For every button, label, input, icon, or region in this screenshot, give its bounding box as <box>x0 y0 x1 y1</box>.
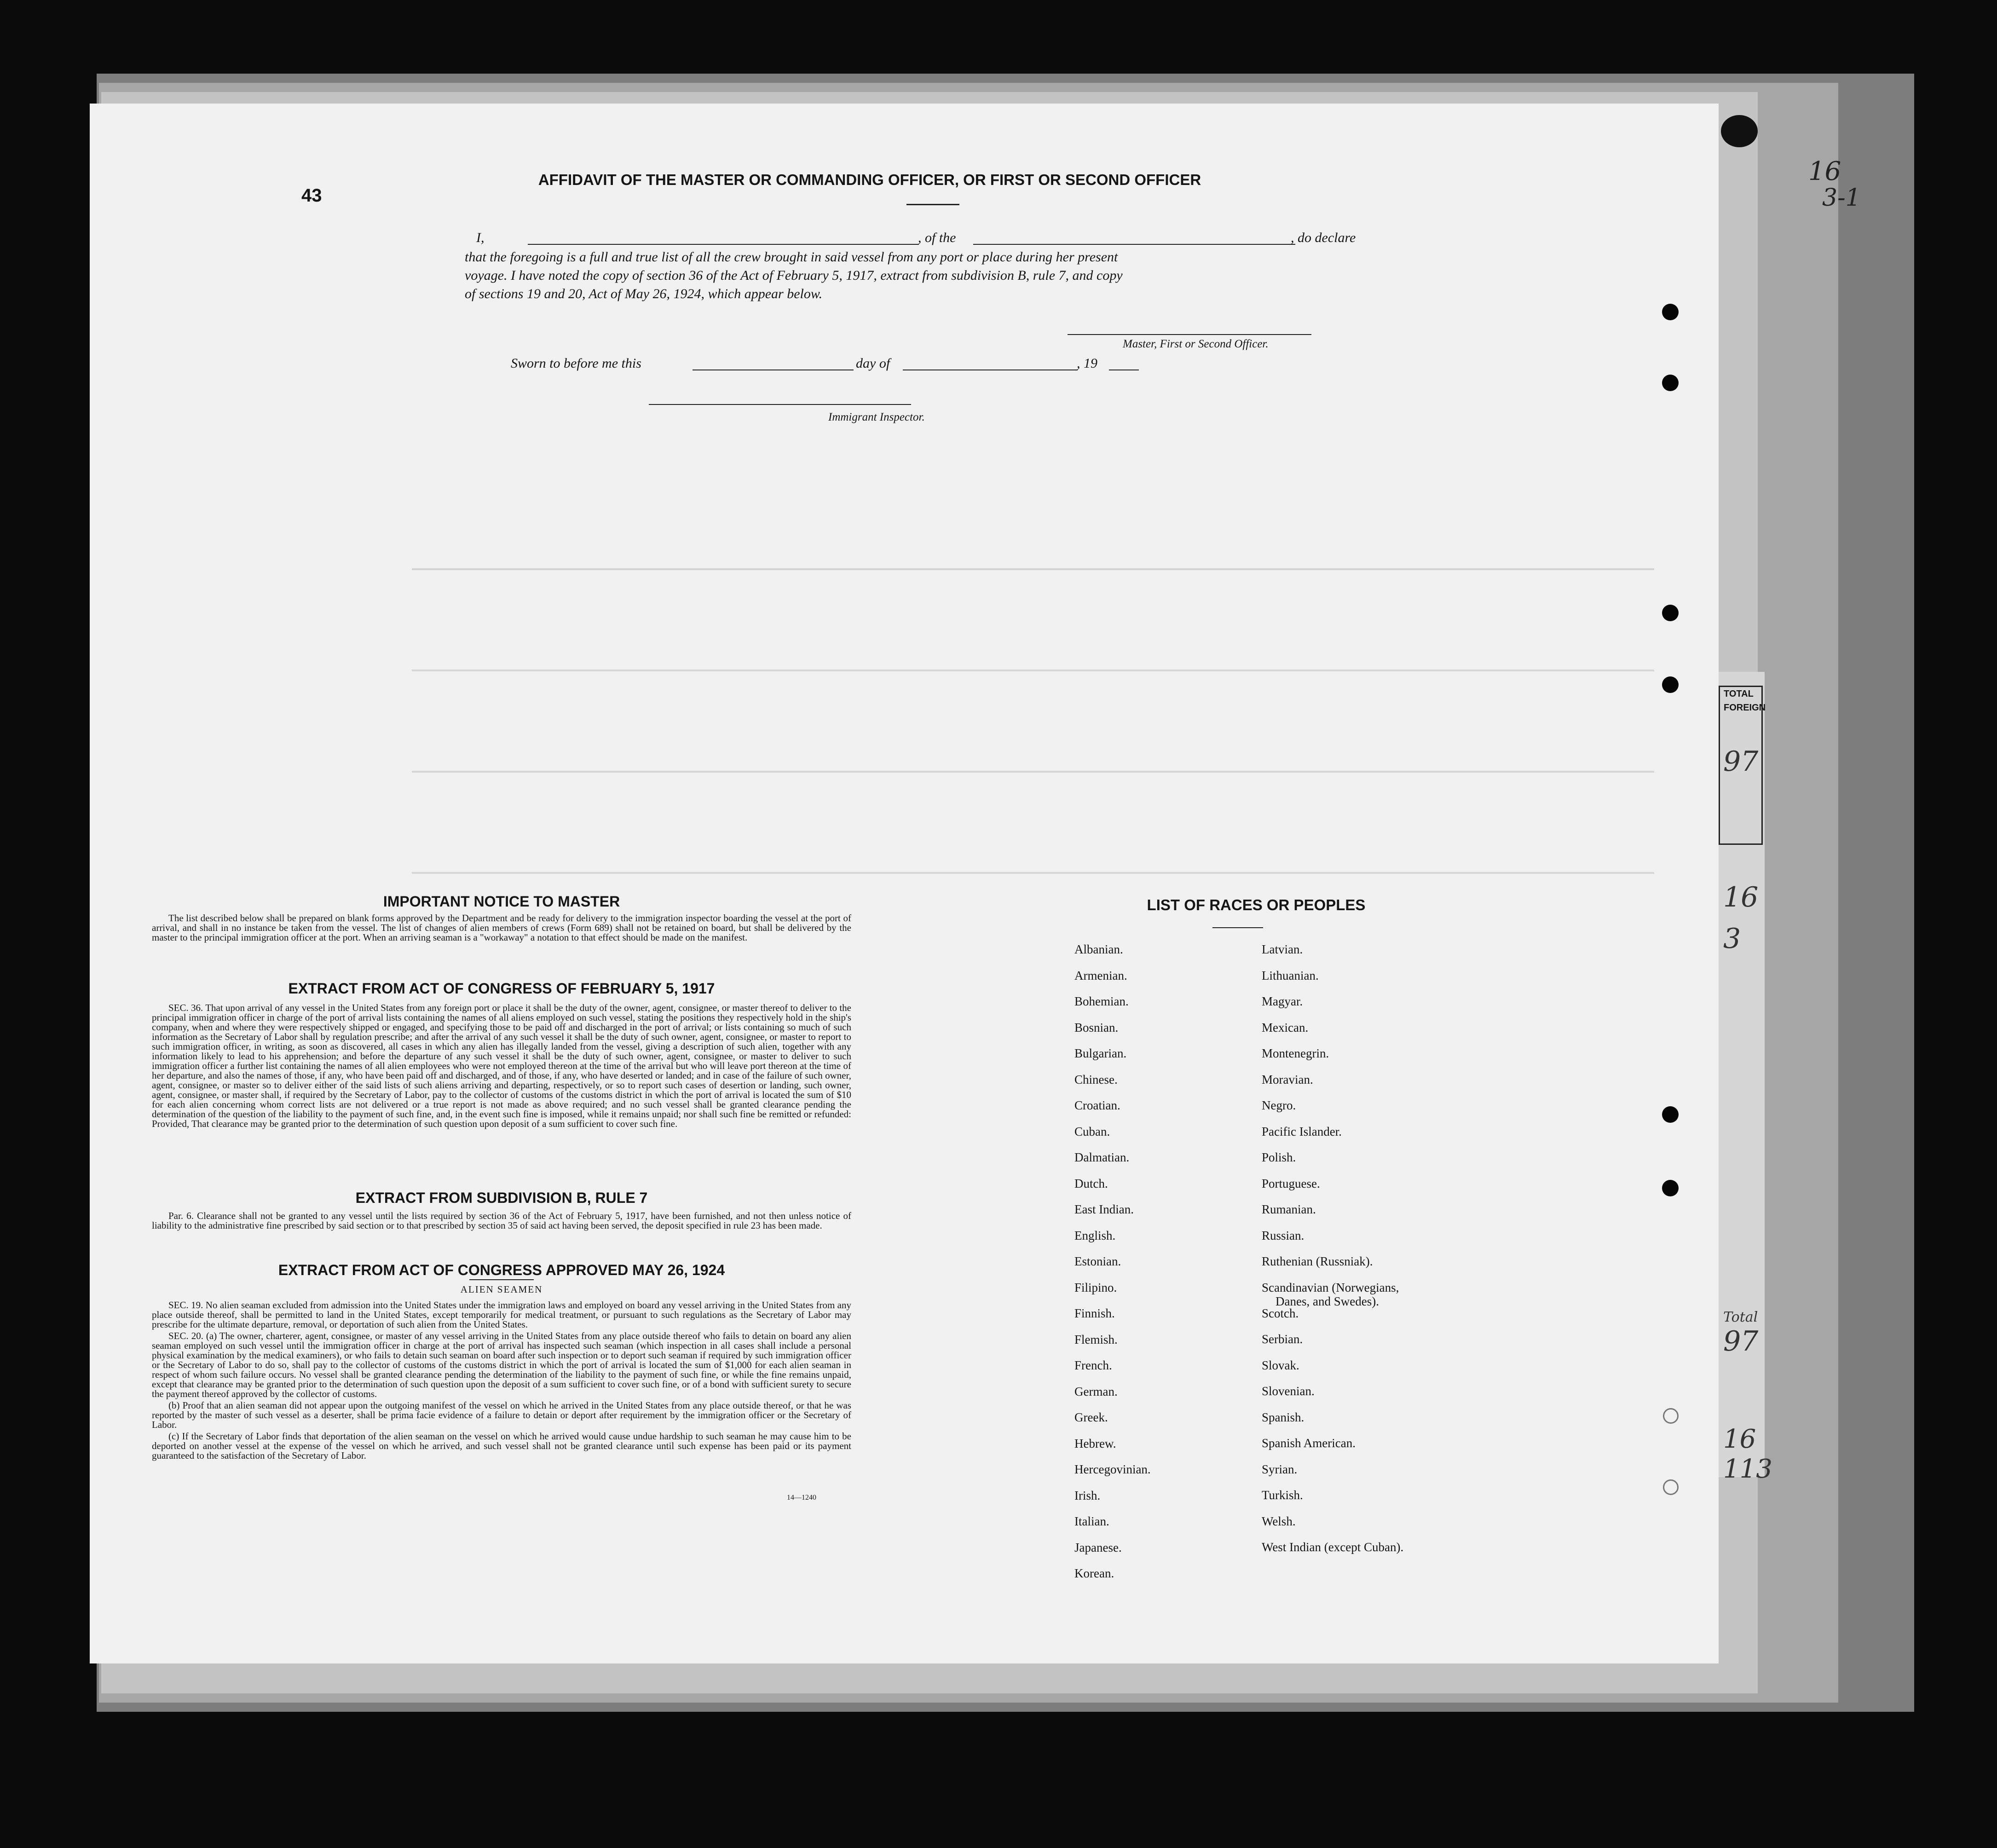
affidavit-line-3: voyage. I have noted the copy of section 36 of the Act of February 5, 1917, extract from subdivision B, rule 7, and copy <box>465 268 1123 283</box>
side-header-total: TOTAL <box>1724 689 1754 699</box>
race-item: Syrian. <box>1262 1462 1298 1476</box>
extract-1917-text <box>152 1003 851 1131</box>
race-item: Scotch. <box>1262 1306 1299 1320</box>
corner-note-1: 16 <box>1808 156 1841 186</box>
form-number: 14—1240 <box>787 1494 816 1502</box>
race-item-scandinavian <box>1262 1275 1403 1308</box>
race-item: Bulgarian. <box>1074 1046 1127 1060</box>
race-item: Scandinavian (Norwegians, <box>1262 1280 1399 1294</box>
affidavit-of-the-label: , of the <box>918 230 956 245</box>
side-header-foreign: FOREIGN <box>1724 703 1766 713</box>
races-title: LIST OF RACES OR PEOPLES <box>1147 896 1366 913</box>
punch-hole <box>1662 1106 1679 1123</box>
race-item: Serbian. <box>1262 1332 1303 1346</box>
master-signature-label: Master, First or Second Officer. <box>1123 338 1269 350</box>
punch-hole <box>1662 605 1679 621</box>
bleed-through-ghost-1 <box>412 568 1654 570</box>
races-title-rule <box>1212 927 1263 928</box>
race-item: Croatian. <box>1074 1098 1120 1112</box>
sworn-prefix: Sworn to before me this <box>511 356 641 371</box>
race-item: Dalmatian. <box>1074 1150 1130 1164</box>
race-item: Lithuanian. <box>1262 968 1319 982</box>
punch-hole <box>1662 676 1679 693</box>
notice-paragraph: The list described below shall be prepared on blank forms approved by the Department and be ready for delivery to the immigration inspector boarding the vessel at the port of arrival, and shall in no instance be taken from the vessel. The list of changes of alien members of crews (Form 689) shall not be retained on board, but shall be delivered by the master to the principal immigration officer at the port. When an arriving seaman is a "workaway" a notation to that effect should be made on the manifest. <box>152 912 851 943</box>
race-item: Filipino. <box>1074 1280 1117 1294</box>
race-item: Mexican. <box>1262 1020 1309 1034</box>
race-item: Negro. <box>1262 1098 1296 1112</box>
side-value-3: 3 <box>1723 923 1741 955</box>
race-item: Hebrew. <box>1074 1436 1116 1450</box>
race-item: Korean. <box>1074 1566 1114 1580</box>
bleed-through-ghost-3 <box>412 771 1654 773</box>
race-item: Portuguese. <box>1262 1176 1320 1190</box>
extract-1924-text <box>152 1300 851 1462</box>
bleed-through-ghost-2 <box>412 670 1654 671</box>
affidavit-title: AFFIDAVIT OF THE MASTER OR COMMANDING OFFICER, OR FIRST OR SECOND OFFICER <box>538 171 1201 188</box>
affidavit-vessel-line <box>973 244 1295 245</box>
race-item: French. <box>1074 1358 1112 1372</box>
race-item: Welsh. <box>1262 1514 1296 1528</box>
race-item: Finnish. <box>1074 1306 1115 1320</box>
extract-1924-title-rule <box>469 1279 534 1280</box>
race-item: Turkish. <box>1262 1488 1303 1502</box>
race-item: Estonian. <box>1074 1254 1121 1268</box>
race-item: Rumanian. <box>1262 1202 1316 1216</box>
affidavit-i-label: I, <box>476 230 485 245</box>
section-19-paragraph: SEC. 19. No alien seaman excluded from admission into the United States under the immigration laws and employed on board any vessel arriving in the United States from any place outside thereof, shall be permitted to land in the United States, except temporarily for medical treatment, or pursuant to such regulations as the Secretary of Labor may prescribe for the ultimate departure, removal, or deportation of such alien from the United States. <box>152 1299 851 1330</box>
race-item: Chinese. <box>1074 1072 1118 1086</box>
race-item: English. <box>1074 1228 1116 1242</box>
extract-1924-title: EXTRACT FROM ACT OF CONGRESS APPROVED MAY 26, 1924 <box>278 1262 725 1278</box>
side-value-5: 113 <box>1723 1454 1772 1484</box>
affidavit-line-2: that the foregoing is a full and true list of all the crew brought in said vessel from any port or place during her present <box>465 249 1118 265</box>
race-item: Ruthenian (Russniak). <box>1262 1254 1373 1268</box>
side-value-1: 97 <box>1723 745 1759 778</box>
race-item: Cuban. <box>1074 1124 1110 1138</box>
bleed-through-ghost-4 <box>412 872 1654 874</box>
race-item: German. <box>1074 1384 1118 1398</box>
race-item-continued: Danes, and Swedes). <box>1276 1294 1379 1308</box>
race-item: Polish. <box>1262 1150 1296 1164</box>
race-item: East Indian. <box>1074 1202 1134 1216</box>
side-value-4: 16 <box>1723 1424 1756 1454</box>
corner-note-2: 3-1 <box>1822 184 1861 212</box>
races-right-column <box>1262 936 1403 1560</box>
race-item: Greek. <box>1074 1410 1108 1424</box>
sworn-day-of: day of <box>856 356 890 371</box>
race-item: Magyar. <box>1262 994 1303 1008</box>
race-item: Dutch. <box>1074 1176 1108 1190</box>
section-20c-paragraph: (c) If the Secretary of Labor finds that deportation of the alien seaman on the vessel on which he arrived would cause undue hardship to such seaman he may cause him to be deported on another vessel at the expense of the vessel on which he arrived, and such vessel shall not be granted clearance until such expense has been paid or its payment guaranteed to the satisfaction of the Secretary of Labor. <box>152 1431 851 1461</box>
side-total-value: 97 <box>1723 1325 1759 1357</box>
punch-hole <box>1663 1408 1679 1424</box>
top-left-mark: 43 <box>301 185 322 206</box>
race-item: Montenegrin. <box>1262 1046 1329 1060</box>
race-item: Slovak. <box>1262 1358 1299 1372</box>
extract-1917-title: EXTRACT FROM ACT OF CONGRESS OF FEBRUARY 5, 1917 <box>288 980 715 997</box>
sworn-year: , 19 <box>1077 356 1097 371</box>
master-signature-line <box>1068 334 1311 335</box>
side-total-label: Total <box>1723 1309 1758 1325</box>
race-item: Spanish American. <box>1262 1436 1356 1450</box>
race-item: Irish. <box>1074 1488 1101 1502</box>
section-36-paragraph: SEC. 36. That upon arrival of any vessel in the United States from any foreign port or place it shall be the duty of the owner, agent, consignee, or master thereof to deliver to the principal immigration officer in charge of the port of arrival lists containing the names of all aliens employed on such vessel, stating the positions they respectively hold in the ship's company, when and where they were respectively shipped or engaged, and specifying those to be paid off and discharged in the port of arrival; or lists containing so much of such information as the Secretary of Labor shall by regulation prescribe; and after the arrival of any such vessel it shall be the duty of such owner, agent, consignee, or master to report to such immigration officer, in writing, as soon as discovered, all cases in which any alien has illegally landed from the vessel, giving a description of such alien, together with any information likely to lead to his apprehension; and before the departure of any such vessel it shall be the duty of such owner, agent, consignee, or master to deliver to such immigration officer a further list containing the names of all alien employees who were not employed thereon at the time of the arrival but who will leave port thereon at the time of her departure, and also the names of those, if any, who have been paid off and discharged, and of those, if any, who have deserted or landed; and in case of the failure of such owner, agent, consignee, or master so to deliver either of the said lists of such aliens arriving and departing, respectively, or so to report such cases of desertion or landing, such owner, agent, consignee, or master shall, if required by the Secretary of Labor, pay to the collector of customs of the customs district in which the port of arrival is located the sum of $10 for each alien concerning whom correct lists are not delivered or a true report is not made as above required; and no such vessel shall be granted clearance pending the determination of the question of the liability to the payment of such fine, and, in the event such fine is imposed, while it remains unpaid; nor shall such fine be remitted or refunded: Provided, That clearance may be granted prior to the determination of such question upon deposit of a sum sufficient to cover such fine. <box>152 1002 851 1129</box>
race-item: Bohemian. <box>1074 994 1129 1008</box>
affidavit-name-line <box>528 244 919 245</box>
affidavit-title-rule <box>906 204 959 205</box>
affidavit-line-1 <box>476 230 1364 246</box>
inspector-signature-label: Immigrant Inspector. <box>828 411 925 423</box>
race-item: Pacific Islander. <box>1262 1124 1342 1138</box>
race-item: Slovenian. <box>1262 1384 1315 1398</box>
sworn-line <box>511 356 1146 371</box>
race-item: Italian. <box>1074 1514 1109 1528</box>
punch-hole <box>1662 375 1679 391</box>
notice-text <box>152 913 851 944</box>
rule-7-title: EXTRACT FROM SUBDIVISION B, RULE 7 <box>355 1190 648 1206</box>
notice-title: IMPORTANT NOTICE TO MASTER <box>383 893 620 910</box>
race-item: Moravian. <box>1262 1072 1313 1086</box>
race-item: West Indian (except Cuban). <box>1262 1540 1404 1554</box>
race-item: Bosnian. <box>1074 1020 1119 1034</box>
affidavit-line-4: of sections 19 and 20, Act of May 26, 1924, which appear below. <box>465 286 823 301</box>
race-item: Hercegovinian. <box>1074 1462 1151 1476</box>
punch-hole <box>1663 1479 1679 1495</box>
punch-hole <box>1662 1180 1679 1196</box>
race-item: Flemish. <box>1074 1332 1118 1346</box>
rule-7-text <box>152 1211 851 1232</box>
inspector-signature-line <box>649 404 911 405</box>
section-20a-paragraph: SEC. 20. (a) The owner, charterer, agent, consignee, or master of any vessel arriving in the United States from any place outside thereof who fails to detain on board any alien seaman employed on such vessel until the immigration officer in charge at the port of arrival has inspected such seaman (which inspection in all cases shall include a personal physical examination by the medical examiners), or who fails to detain such seaman on board after such inspection or to deport such seaman if required by such immigration officer or the Secretary of Labor to do so, shall pay to the collector of customs of the customs district in which the port of arrival is located the sum of $1,000 for each alien seaman in respect of whom such failure occurs. No vessel shall be granted clearance pending the determination of the liability to the payment of such fine, or while the fine remains unpaid, except that clearance may be granted prior to the determination of such question upon the deposit of a sum sufficient to cover such fine, or of a bond with sufficient surety to secure the payment thereof approved by the collector of customs. <box>152 1330 851 1399</box>
stamp-mark <box>1721 115 1758 147</box>
section-20b-paragraph: (b) Proof that an alien seaman did not appear upon the outgoing manifest of the vessel on which he arrived in the United States from any place outside thereof, or that he was reported by the master of such vessel as a deserter, shall be prima facie evidence of a failure to detain or deport after requirement by the immigration officer or the Secretary of Labor. <box>152 1400 851 1430</box>
races-left-column <box>1074 936 1151 1587</box>
race-item: Japanese. <box>1074 1540 1122 1554</box>
side-value-2: 16 <box>1723 881 1759 913</box>
race-item: Spanish. <box>1262 1410 1304 1424</box>
race-item: Latvian. <box>1262 942 1303 956</box>
rule-7-paragraph: Par. 6. Clearance shall not be granted to any vessel until the lists required by section 36 of the Act of February 5, 1917, have been furnished, and not then unless notice of liability to the administrative fine prescribed by said section or to that prescribed by section 35 of said act having been served, the deposit specified in rule 23 has been made. <box>152 1210 851 1231</box>
race-item: Russian. <box>1262 1228 1304 1242</box>
race-item: Armenian. <box>1074 968 1127 982</box>
race-item: Albanian. <box>1074 942 1123 956</box>
punch-hole <box>1662 304 1679 320</box>
alien-seamen-subtitle: ALIEN SEAMEN <box>460 1284 543 1295</box>
affidavit-declare-label: , do declare <box>1291 230 1356 245</box>
